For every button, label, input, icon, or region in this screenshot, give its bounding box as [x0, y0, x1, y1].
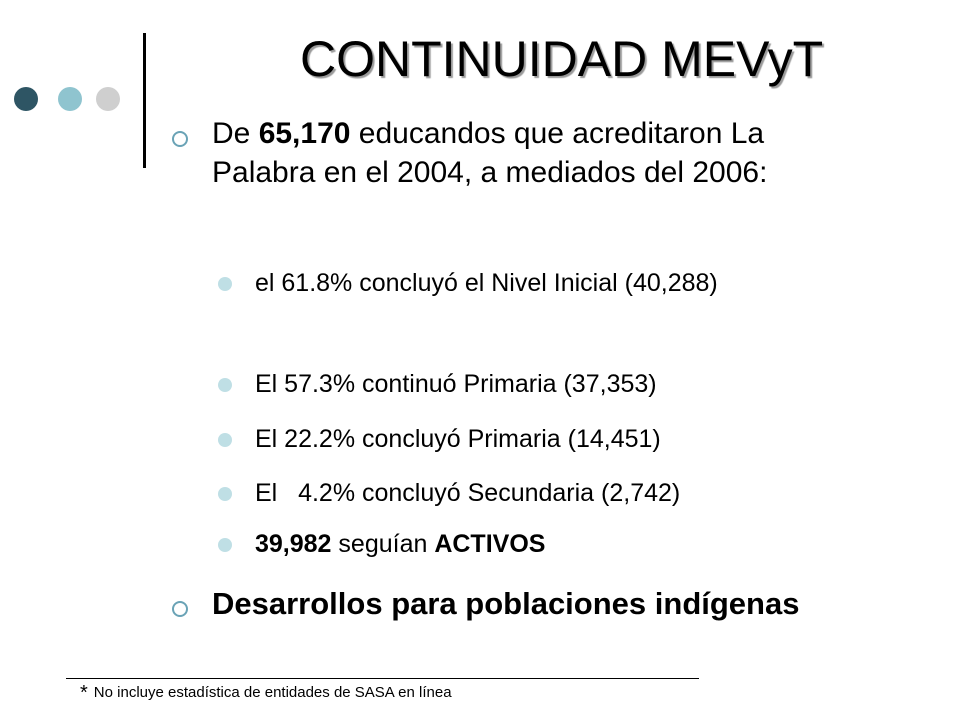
sub-bullet-text: [255, 526, 898, 563]
activos-count: 39,982: [255, 530, 332, 558]
vertical-divider: [143, 33, 146, 168]
footnote-text: No incluye estadística de entidades de SASA en línea: [93, 684, 452, 701]
bullet-indigenas-text: Desarrollos para poblaciones indígenas: [212, 586, 800, 621]
bullet-bold-number: 65,170: [258, 117, 351, 150]
sub-bullet-text: El 22.2% concluyó Primaria (14,451): [255, 425, 661, 453]
footnote: [80, 682, 452, 705]
sub-bullet-continuo-primaria: [218, 366, 898, 403]
sub-bullet-dot-icon: [218, 538, 232, 552]
bullet-educandos: [172, 114, 872, 192]
decor-dot-dark: [14, 87, 38, 111]
activos-mid-text: seguían: [331, 530, 435, 558]
sub-bullet-nivel-inicial: [218, 265, 898, 302]
sub-bullet-text: El 4.2% concluyó Secundaria (2,742): [255, 479, 681, 507]
sub-bullet-dot-icon: [218, 487, 232, 501]
footnote-divider: [66, 678, 699, 679]
sub-bullet-concluyo-primaria: [218, 421, 898, 458]
bullet-prefix: De: [212, 117, 259, 150]
bullet-educandos-text: [212, 114, 872, 192]
sub-bullet-secundaria: [218, 475, 898, 512]
activos-label: ACTIVOS: [434, 530, 546, 558]
sub-bullet-text: el 61.8% concluyó el Nivel Inicial (40,288): [255, 269, 718, 297]
sub-bullet-activos: [218, 526, 898, 563]
footnote-star: *: [80, 682, 88, 704]
sub-bullet-dot-icon: [218, 378, 232, 392]
decor-dot-mid: [58, 87, 82, 111]
sub-bullet-dot-icon: [218, 277, 232, 291]
ring-bullet-icon: [172, 131, 188, 147]
sub-bullet-text: El 57.3% continuó Primaria (37,353): [255, 370, 657, 398]
slide-title: CONTINUIDAD MEVyT: [300, 31, 824, 87]
decor-dot-light: [96, 87, 120, 111]
sub-bullet-dot-icon: [218, 433, 232, 447]
bullet-indigenas: [172, 584, 812, 624]
ring-bullet-icon: [172, 601, 188, 617]
bullet-suffix: educandos que acreditaron La Palabra en el 2004, a mediados del 2006:: [212, 117, 768, 189]
